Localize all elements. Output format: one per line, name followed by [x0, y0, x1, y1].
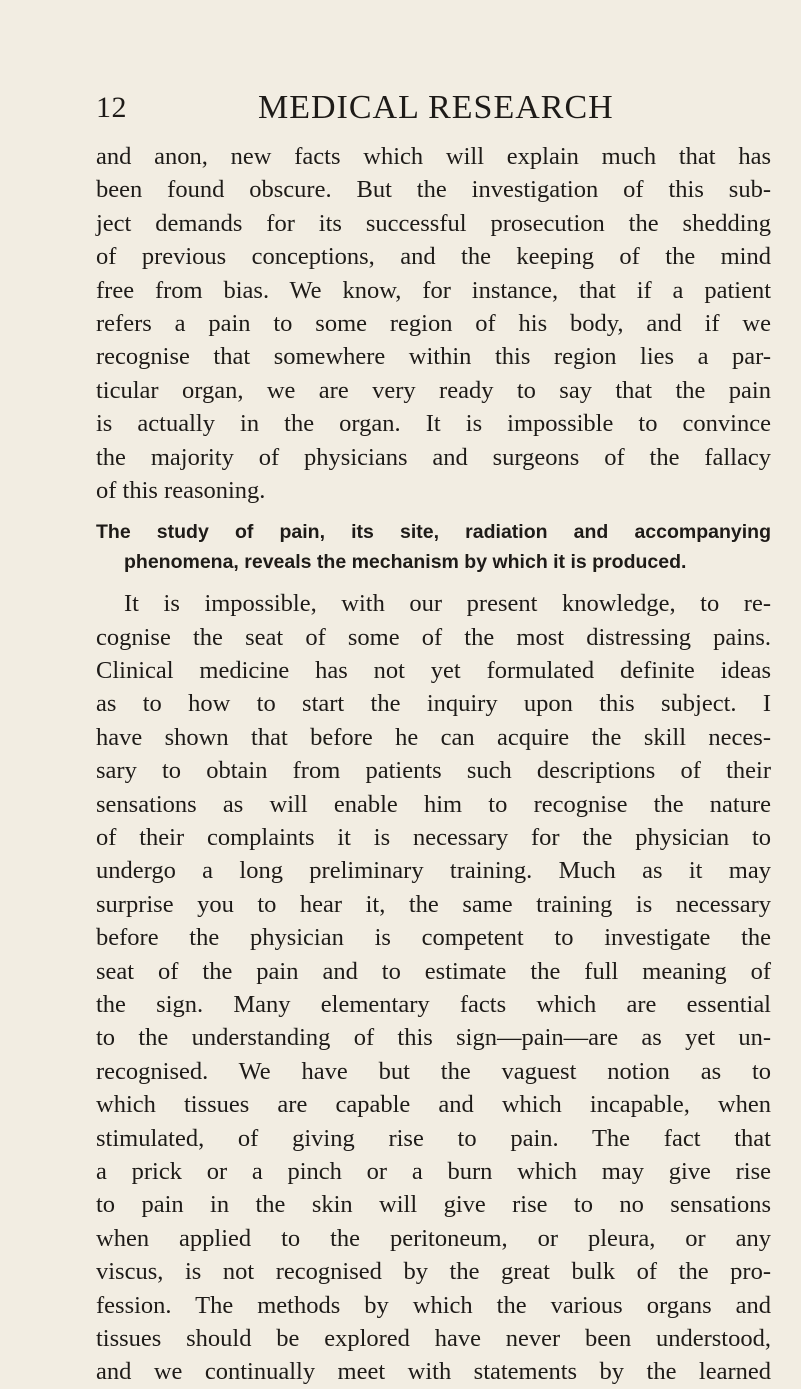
text-line: sary to obtain from patients such descriptions of their [96, 757, 771, 785]
text-line: ticular organ, we are very ready to say that the pain [96, 376, 771, 404]
text-line: have shown that before he can acquire the skill neces- [96, 723, 771, 751]
text-line: to pain in the skin will give rise to no sensations [96, 1191, 771, 1219]
running-title: MEDICAL RESEARCH [258, 89, 614, 126]
text-line: which tissues are capable and which incapable, when [96, 1091, 771, 1119]
text-line: of their complaints it is necessary for the physician to [96, 824, 771, 852]
text-line: sensations as will enable him to recognise the nature [96, 790, 771, 818]
text-line: free from bias. We know, for instance, that if a patient [96, 276, 771, 304]
text-line: Clinical medicine has not yet formulated definite ideas [96, 657, 771, 685]
text-line: ject demands for its successful prosecution the shedding [96, 209, 771, 237]
text-line: the sign. Many elementary facts which are essential [96, 990, 771, 1018]
body-text [96, 140, 771, 1389]
text-line: It is impossible, with our present knowledge, to re- [124, 590, 771, 618]
text-line: stimulated, of giving rise to pain. The fact that [96, 1124, 771, 1152]
text-line: tissues should be explored have never been understood, [96, 1324, 771, 1352]
text-line: viscus, is not recognised by the great bulk of the pro- [96, 1258, 771, 1286]
text-line: the majority of physicians and surgeons of the fallacy [96, 443, 771, 471]
text-line: is actually in the organ. It is impossible to convince [96, 410, 771, 438]
text-line: recognise that somewhere within this region lies a par- [96, 343, 771, 371]
text-line: recognised. We have but the vaguest notion as to [96, 1057, 771, 1085]
text-line: to the understanding of this sign—pain—are as yet un- [96, 1024, 771, 1052]
text-line: of this reasoning. [96, 476, 266, 504]
text-line: seat of the pain and to estimate the full meaning of [96, 957, 771, 985]
text-line: when applied to the peritoneum, or pleura, or any [96, 1224, 771, 1252]
text-line: undergo a long preliminary training. Much as it may [96, 857, 771, 885]
text-line: been found obscure. But the investigation of this sub- [96, 176, 771, 204]
text-line: a prick or a pinch or a burn which may give rise [96, 1157, 771, 1185]
text-line: fession. The methods by which the various organs and [96, 1291, 771, 1319]
text-line: and anon, new facts which will explain much that has [96, 143, 771, 170]
sidenote-line: The study of pain, its site, radiation and accompanying [96, 521, 771, 544]
page-number: 12 [96, 91, 127, 124]
paragraph-1 [96, 140, 771, 507]
text-line: surprise you to hear it, the same training is necessary [96, 890, 771, 918]
text-line: of previous conceptions, and the keeping of the mind [96, 243, 771, 271]
running-head [96, 88, 696, 128]
text-line: and we continually meet with statements by the learned [96, 1358, 771, 1386]
text-line: before the physician is competent to investigate the [96, 924, 771, 952]
paragraph-2 [96, 587, 771, 1388]
text-line: as to how to start the inquiry upon this subject. I [96, 690, 771, 718]
sidenote-line: phenomena, reveals the mechanism by which it is produced. [124, 551, 687, 574]
text-line: refers a pain to some region of his body, and if we [96, 309, 771, 337]
text-line: cognise the seat of some of the most distressing pains. [96, 623, 771, 651]
section-sidenote [96, 517, 771, 577]
